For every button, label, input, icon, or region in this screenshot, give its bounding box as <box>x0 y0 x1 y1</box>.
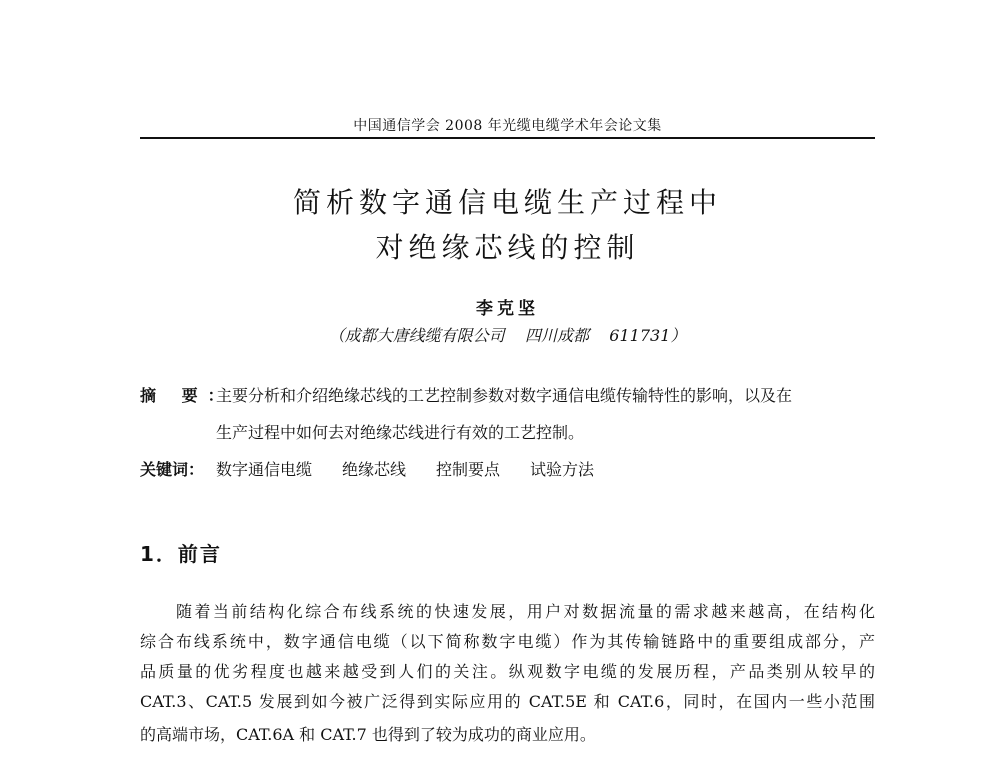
body-text-line: 随着当前结构化综合布线系统的快速发展，用户对数据流量的需求越来越高，在结构化 <box>176 602 875 621</box>
keyword-item: 试验方法 <box>530 460 595 479</box>
body-text-line: 的高端市场，CAT.6A 和 CAT.7 也得到了较为成功的商业应用。 <box>140 725 596 744</box>
abstract-line-2: 生产过程中如何去对绝缘芯线进行有效的工艺控制。 <box>216 423 585 442</box>
author-affiliation: （成都大唐线缆有限公司 四川成都 611731） <box>328 326 687 345</box>
keyword-item: 数字通信电缆 <box>216 460 313 479</box>
paper-title-line-1: 简析数字通信电缆生产过程中 <box>292 186 722 219</box>
author-name: 李克坚 <box>476 299 539 319</box>
running-header: 中国通信学会 2008 年光缆电缆学术年会论文集 <box>353 118 662 134</box>
keywords-label: 关键词： <box>140 460 205 479</box>
body-text-line: 综合布线系统中，数字通信电缆（以下简称数字电缆）作为其传输链路中的重要组成部分，产 <box>140 632 875 651</box>
paper-title-line-2: 对绝缘芯线的控制 <box>375 231 640 264</box>
abstract-line-1: 主要分析和介绍绝缘芯线的工艺控制参数对数字通信电缆传输特性的影响，以及在 <box>216 386 793 405</box>
body-text-line: 品质量的优劣程度也越来越受到人们的关注。纵观数字电缆的发展历程，产品类别从较早的 <box>140 662 875 681</box>
abstract-label: 摘 要： <box>140 386 234 405</box>
keyword-item: 控制要点 <box>436 460 501 479</box>
keywords-list <box>216 457 594 480</box>
section-heading-introduction: 1．前言 <box>140 542 222 566</box>
header-rule <box>140 137 875 139</box>
keyword-item: 绝缘芯线 <box>342 460 407 479</box>
body-text-line: CAT.3、CAT.5 发展到如今被广泛得到实际应用的 CAT.5E 和 CAT.6，同时，在国内一些小范围 <box>140 692 875 711</box>
